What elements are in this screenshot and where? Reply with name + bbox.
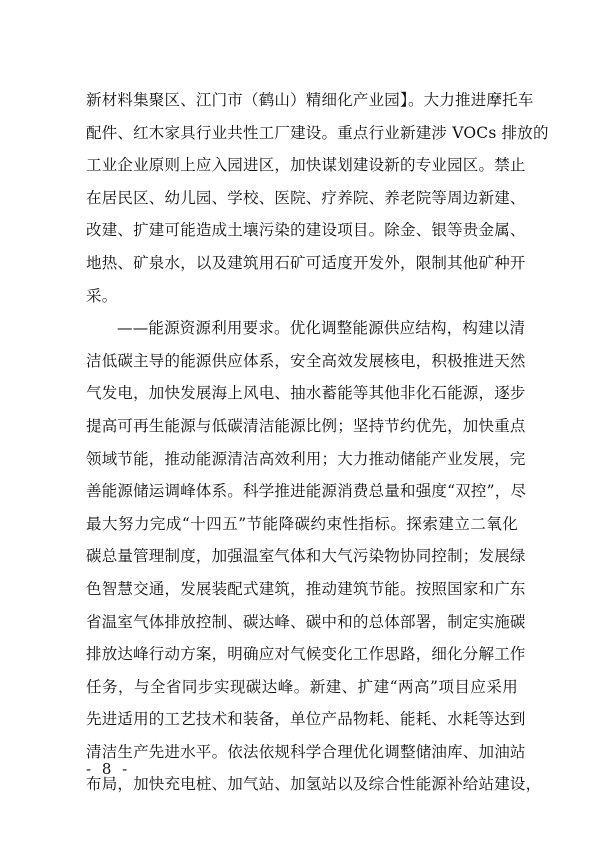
body-text: [86, 84, 549, 801]
text-line: 新材料集聚区、江门市（鹤山）精细化产业园】。大力推进摩托车: [86, 91, 534, 109]
text-line: 最大努力完成“十四五”节能降碳约束性指标。探索建立二氧化: [86, 514, 518, 533]
text-line: 色智慧交通，发展装配式建筑，推动建筑节能。按照国家和广东: [86, 579, 526, 598]
text-line: 采。: [86, 286, 118, 305]
text-line: 在居民区、幼儿园、学校、医院、疗养院、养老院等周边新建、: [86, 188, 526, 207]
text-line: 改建、扩建可能造成土壤污染的建设项目。除金、银等贵金属、: [86, 221, 526, 240]
text-line: 工业企业原则上应入园进区，加快谋划建设新的专业园区。禁止: [86, 156, 526, 175]
page-number: - 8 -: [86, 760, 131, 778]
text-line: 洁低碳主导的能源供应体系，安全高效发展核电，积极推进天然: [86, 351, 526, 370]
text-line: 省温室气体排放控制、碳达峰、碳中和的总体部署，制定实施碳: [86, 612, 526, 631]
text-line: ——能源资源利用要求。优化调整能源供应结构，构建以清: [117, 319, 526, 338]
text-line: 布局，加快充电桩、加气站、加氢站以及综合性能源补给站建设，: [86, 775, 542, 794]
text-line: 碳总量管理制度，加强温室气体和大气污染物协同控制；发展绿: [86, 547, 526, 566]
text-line: 清洁生产先进水平。依法依规科学合理优化调整储油库、加油站: [86, 742, 526, 761]
text-line: 排放达峰行动方案，明确应对气候变化工作思路，细化分解工作: [86, 645, 526, 664]
text-line: 配件、红木家具行业共性工厂建设。重点行业新建涉 VOCs 排放的: [86, 123, 549, 142]
paragraph-2: [86, 312, 542, 801]
text-line: 先进适用的工艺技术和装备，单位产品物耗、能耗、水耗等达到: [86, 710, 526, 729]
paragraph-1: [86, 84, 549, 312]
text-line: 任务，与全省同步实现碳达峰。新建、扩建“两高”项目应采用: [86, 677, 518, 696]
text-line: 领域节能，推动能源清洁高效利用；大力推动储能产业发展，完: [86, 449, 526, 468]
text-line: 提高可再生能源与低碳清洁能源比例；坚持节约优先，加快重点: [86, 416, 526, 435]
text-line: 地热、矿泉水，以及建筑用石矿可适度开发外，限制其他矿种开: [86, 253, 526, 272]
text-line: 气发电，加快发展海上风电、抽水蓄能等其他非化石能源，逐步: [86, 384, 526, 403]
text-line: 善能源储运调峰体系。科学推进能源消费总量和强度“双控”，尽: [86, 482, 527, 501]
